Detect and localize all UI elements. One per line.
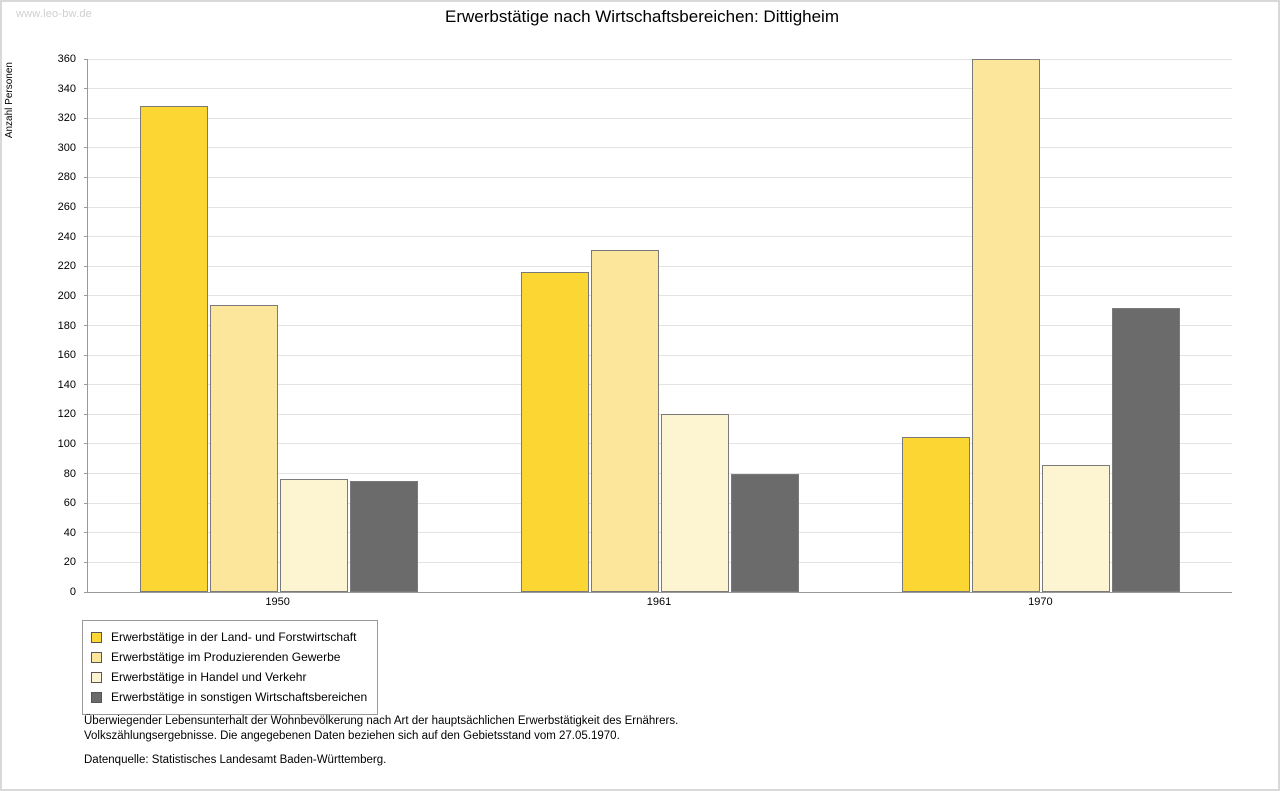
y-tick-label: 220: [57, 260, 76, 273]
legend-swatch-icon: [91, 672, 102, 683]
plot-area: [87, 59, 1232, 593]
legend-item[interactable]: [91, 647, 367, 667]
bar[interactable]: [591, 250, 659, 592]
y-tick-label: 60: [63, 497, 76, 510]
y-tick-label: 300: [57, 141, 76, 154]
bar[interactable]: [140, 106, 208, 592]
footnote-line-2: Volkszählungsergebnisse. Die angegebenen Daten beziehen sich auf den Gebietsstand vom 27.05.1970.: [84, 730, 620, 742]
y-tick-label: 40: [63, 526, 76, 539]
bar-group: [851, 59, 1232, 592]
legend-item-label: Erwerbstätige in Handel und Verkehr: [111, 670, 307, 684]
legend-swatch-icon: [91, 632, 102, 643]
bar[interactable]: [972, 59, 1040, 592]
bar[interactable]: [1042, 465, 1110, 592]
y-tick-label: 280: [57, 171, 76, 184]
y-tick-label: 240: [57, 230, 76, 243]
bar[interactable]: [521, 272, 589, 592]
bar[interactable]: [661, 414, 729, 592]
bar-group: [88, 59, 469, 592]
x-tick-label: 1970: [1028, 596, 1053, 608]
legend-item-label: Erwerbstätige in der Land- und Forstwirtschaft: [111, 630, 357, 644]
y-tick-label: 120: [57, 408, 76, 421]
bar[interactable]: [210, 305, 278, 592]
legend-item-label: Erwerbstätige im Produzierenden Gewerbe: [111, 650, 341, 664]
bar[interactable]: [902, 437, 970, 592]
page-title: Erwerbstätige nach Wirtschaftsbereichen: Dittigheim: [445, 7, 839, 26]
legend-item[interactable]: [91, 687, 367, 707]
legend-item[interactable]: [91, 667, 367, 687]
bar-group: [469, 59, 850, 592]
y-tick-label: 100: [57, 437, 76, 450]
legend-swatch-icon: [91, 652, 102, 663]
legend-item-label: Erwerbstätige in sonstigen Wirtschaftsbereichen: [111, 690, 368, 704]
y-tick-label: 200: [57, 289, 76, 302]
y-axis-label: Anzahl Personen: [4, 62, 15, 139]
footnote-line-1: Überwiegender Lebensunterhalt der Wohnbevölkerung nach Art der hauptsächlichen Erwerbstätigkeit des Ernährers.: [84, 715, 679, 727]
y-tick-label: 80: [63, 467, 76, 480]
legend: [82, 620, 378, 715]
y-tick-label: 140: [57, 378, 76, 391]
bar[interactable]: [731, 474, 799, 592]
y-tick-label: 360: [57, 53, 76, 65]
data-source: Datenquelle: Statistisches Landesamt Baden-Württemberg.: [84, 754, 387, 766]
legend-item[interactable]: [91, 627, 367, 647]
y-tick-label: 20: [63, 556, 76, 569]
bar[interactable]: [1112, 308, 1180, 592]
y-tick-label: 160: [57, 349, 76, 362]
y-tick-label: 180: [57, 319, 76, 332]
x-axis-tick-labels: [87, 596, 1232, 616]
y-axis-tick-labels: [2, 53, 82, 598]
y-tick-label: 340: [57, 82, 76, 95]
watermark: www.leo-bw.de: [16, 8, 92, 20]
y-tick-label: 260: [57, 201, 76, 214]
bar[interactable]: [280, 479, 348, 592]
y-tick-label: 320: [57, 112, 76, 125]
x-tick-label: 1950: [265, 596, 290, 608]
x-tick-label: 1961: [646, 596, 672, 608]
footnotes: [84, 714, 678, 744]
bar[interactable]: [350, 481, 418, 592]
y-tick-label: 0: [69, 586, 76, 598]
legend-swatch-icon: [91, 692, 102, 703]
